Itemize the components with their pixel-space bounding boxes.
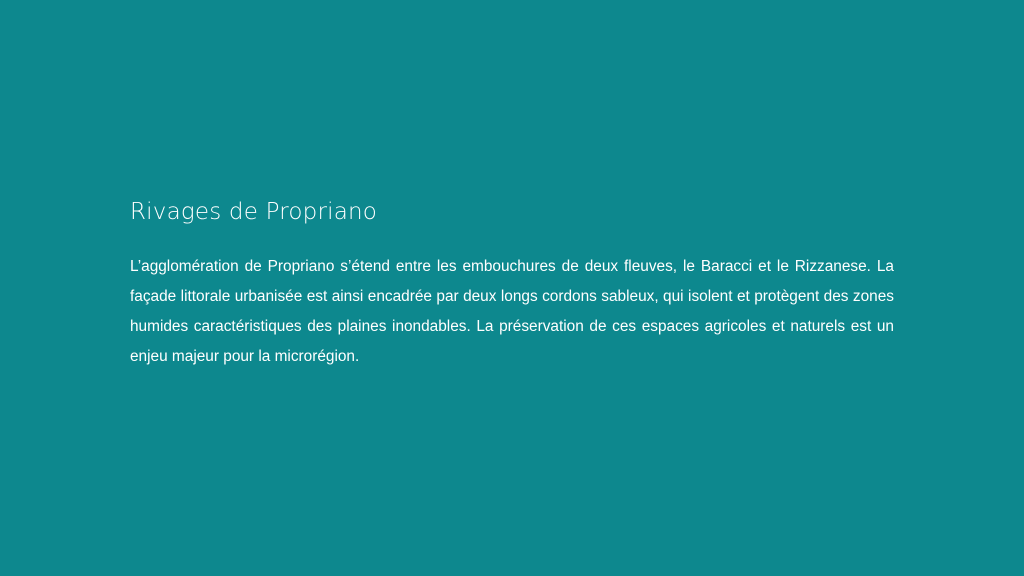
- slide-title: Rivages de Propriano: [130, 199, 378, 225]
- slide-paragraph: L’agglomération de Propriano s’étend entre les embouchures de deux fleuves, le Baracci et le Rizzanese. La façade littorale urbanisée est ainsi encadrée par deux longs cordons sableux, qui isolent et protègent des zones humides caractéristiques des plaines inondables. La préservation de ces espaces agricoles et naturels est un enjeu majeur pour la microrégion.: [130, 258, 894, 365]
- content-panel: [130, 196, 894, 372]
